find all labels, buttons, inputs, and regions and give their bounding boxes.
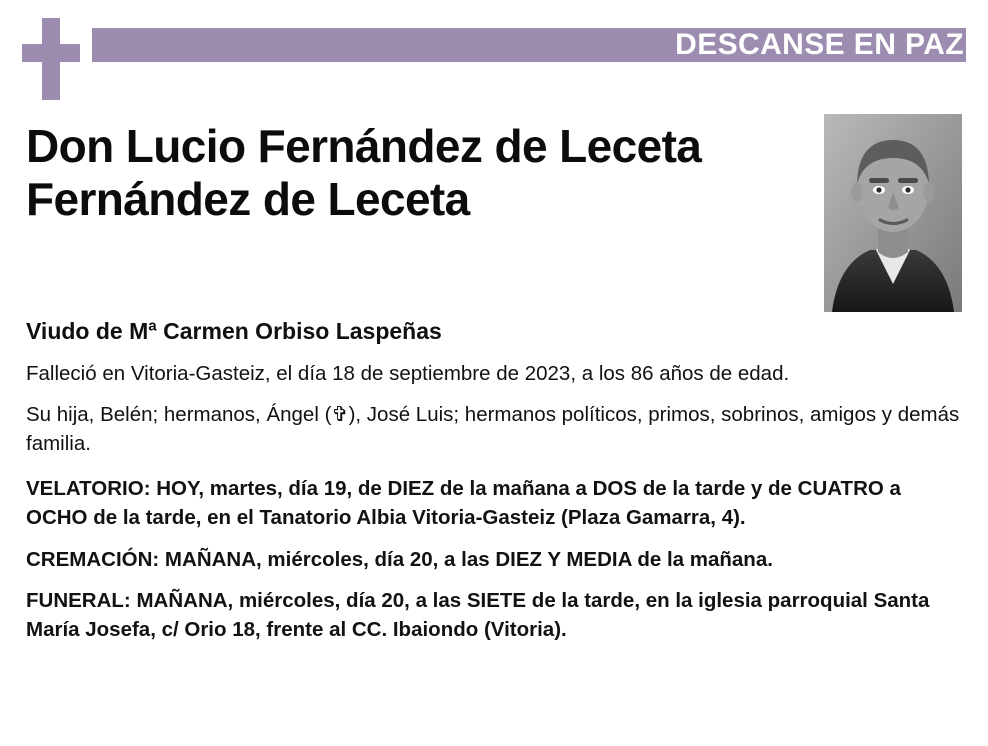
service-cremacion: CREMACIÓN: MAÑANA, miércoles, día 20, a las DIEZ Y MEDIA de la mañana. [26,547,773,571]
obituary-header [0,0,988,100]
deceased-name: Don Lucio Fernández de Leceta Fernández de Leceta [26,120,702,226]
banner-text: DESCANSE EN PAZ [675,28,964,61]
name-and-photo-row [26,100,962,300]
survivors-line: Su hija, Belén; hermanos, Ángel (✞), José Luis; hermanos políticos, primos, sobrinos, amigos y demás familia. [26,403,960,456]
cross-icon [22,18,80,100]
service-velatorio: VELATORIO: HOY, martes, día 19, de DIEZ de la mañana a DOS de la tarde y de CUATRO a OCHO de la tarde, en el Tanatorio Albia Vitoria-Gasteiz (Plaza Gamarra, 4). [26,477,901,530]
portrait-photo [824,114,962,312]
cross-horizontal-bar [22,44,80,62]
service-funeral: FUNERAL: MAÑANA, miércoles, día 20, a las SIETE de la tarde, en la iglesia parroquial Santa María Josefa, c/ Orio 18, frente al CC. Ibaiondo (Vitoria). [26,588,930,641]
relation-line: Viudo de Mª Carmen Orbiso Laspeñas [26,318,442,344]
death-notice-line: Falleció en Vitoria-Gasteiz, el día 18 de septiembre de 2023, a los 86 años de edad. [26,362,790,385]
obituary-body [0,100,988,644]
